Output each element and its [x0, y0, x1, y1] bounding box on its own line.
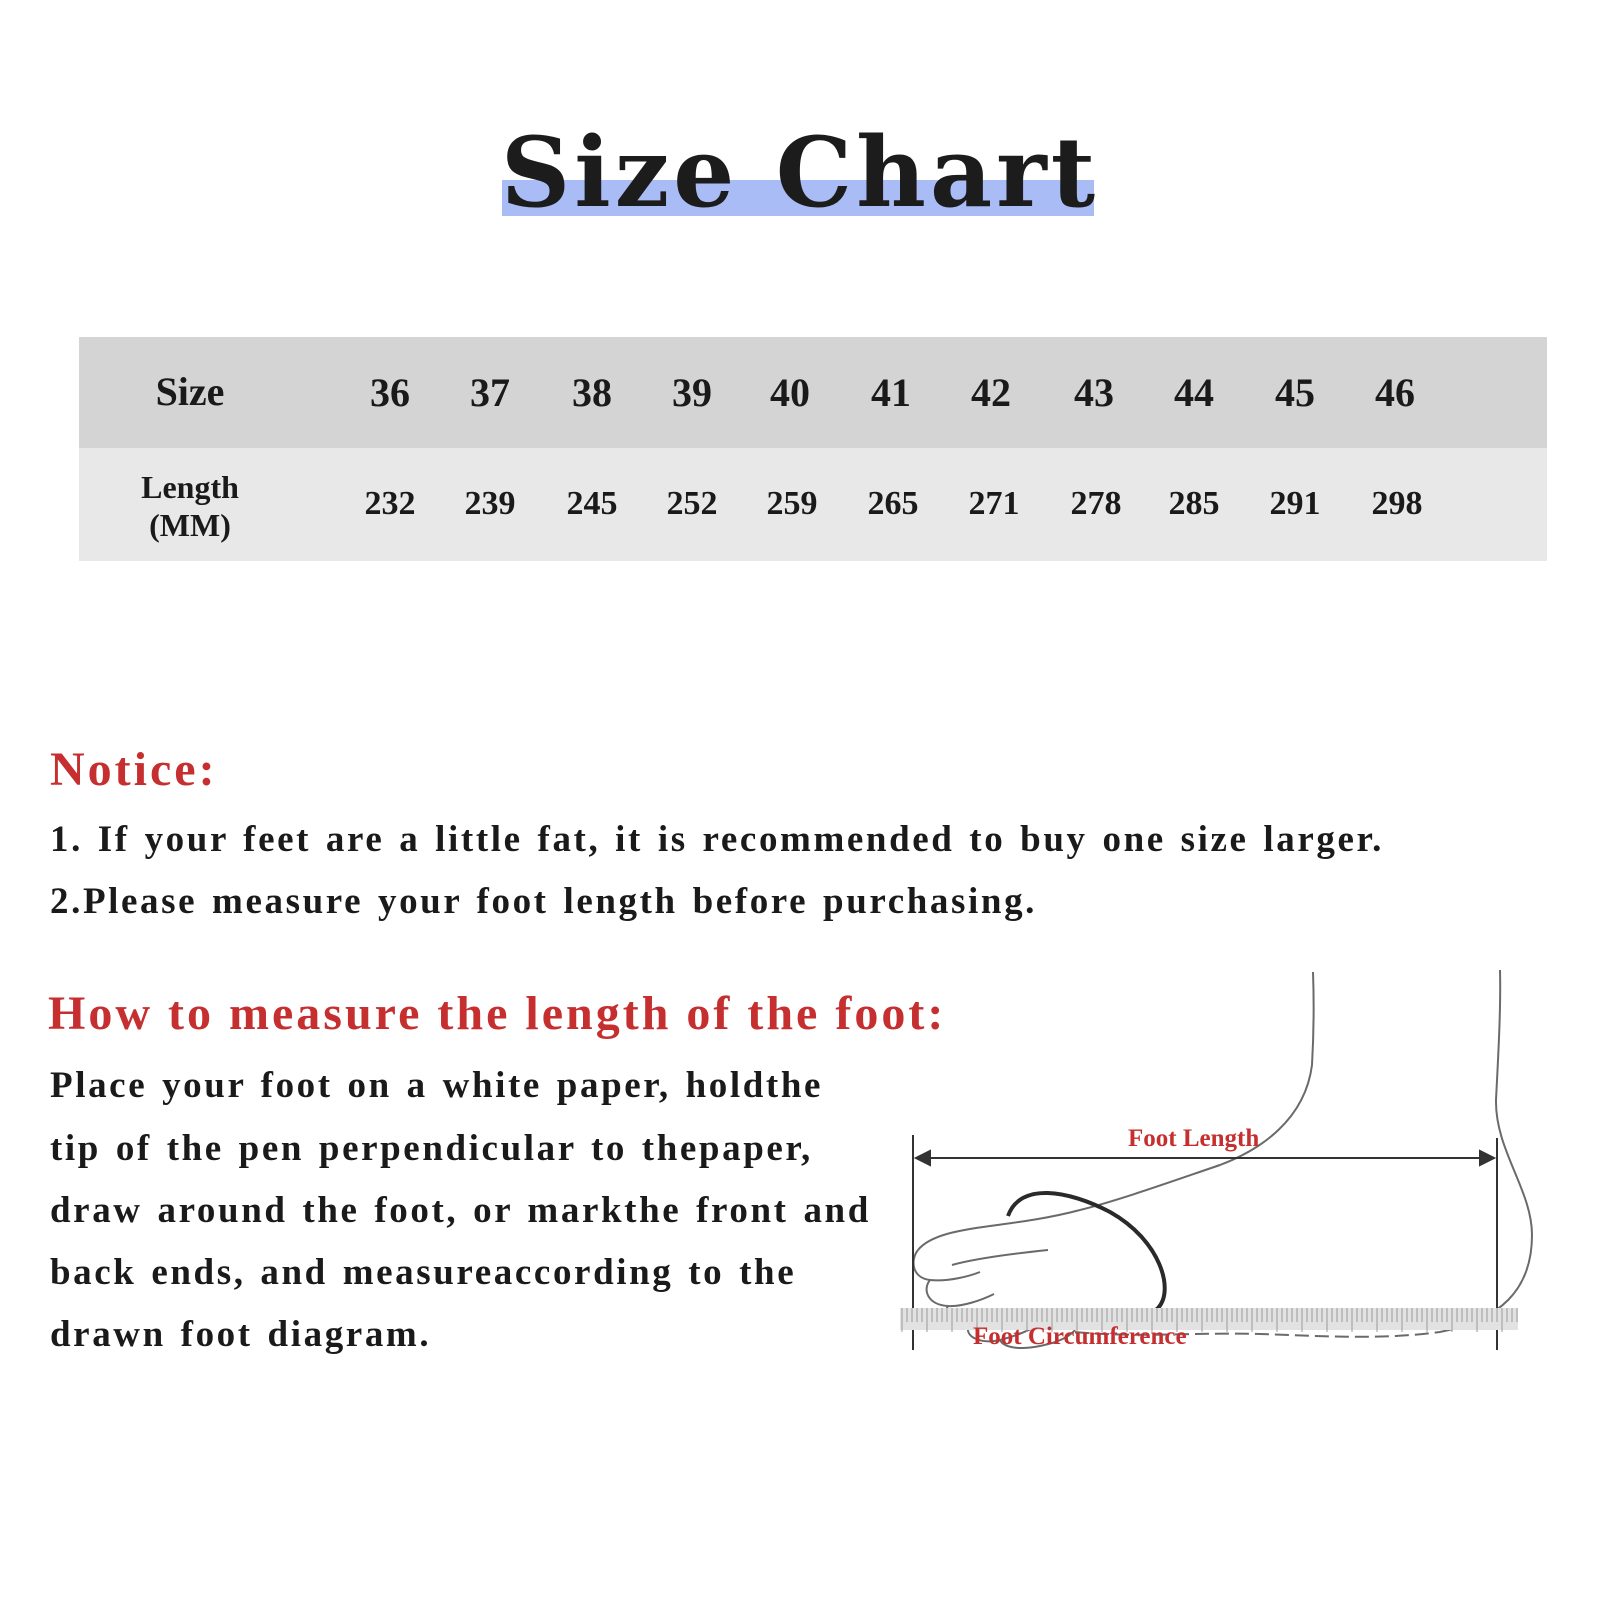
size-cell: 41: [871, 370, 911, 415]
foot-circumference-label: Foot Circumference: [973, 1323, 1187, 1350]
how-to-text-line: tip of the pen perpendicular to thepaper,: [50, 1128, 813, 1169]
size-cell: 37: [470, 370, 510, 415]
length-cell: 298: [1371, 485, 1423, 522]
size-table: [79, 337, 1547, 561]
how-to-heading: How to measure the length of the foot:: [48, 987, 947, 1040]
notice-item: 2.Please measure your foot length before purchasing.: [50, 881, 1038, 922]
size-cell: 36: [370, 370, 410, 415]
size-cell: 38: [572, 370, 612, 415]
foot-length-label: Foot Length: [1128, 1125, 1260, 1152]
length-header-line-1: Length: [141, 469, 239, 505]
notice-heading: Notice:: [50, 743, 218, 796]
size-cell: 45: [1275, 370, 1315, 415]
size-cell: 42: [971, 370, 1011, 415]
length-row-header: [115, 468, 265, 544]
length-cell: 239: [464, 485, 516, 522]
page-title: Size Chart: [500, 116, 1100, 229]
size-row-header: Size: [155, 369, 225, 414]
length-cell: 291: [1269, 485, 1321, 522]
length-cell: 245: [566, 485, 618, 522]
length-cell: 271: [968, 485, 1020, 522]
notice-item: 1. If your feet are a little fat, it is recommended to buy one size larger.: [50, 819, 1385, 860]
how-to-text-line: draw around the foot, or markthe front and: [50, 1190, 871, 1231]
length-cell: 252: [666, 485, 718, 522]
length-row: [79, 448, 1547, 561]
size-row: [79, 337, 1547, 448]
circumference-loop: [1008, 1193, 1165, 1317]
how-to-text-line: drawn foot diagram.: [50, 1314, 432, 1355]
length-header-line-2: (MM): [149, 507, 231, 543]
foot-diagram: [900, 960, 1560, 1390]
size-cell: 46: [1375, 370, 1415, 415]
length-cell: 285: [1168, 485, 1220, 522]
size-cell: 39: [672, 370, 712, 415]
length-cell: 278: [1070, 485, 1122, 522]
length-cell: 232: [364, 485, 416, 522]
size-cell: 44: [1174, 370, 1214, 415]
size-cell: 43: [1074, 370, 1114, 415]
title-block: [0, 118, 1600, 228]
length-cell: 259: [766, 485, 818, 522]
how-to-text-line: Place your foot on a white paper, holdthe: [50, 1065, 824, 1106]
how-to-text-line: back ends, and measureaccording to the: [50, 1252, 797, 1293]
size-cell: 40: [770, 370, 810, 415]
length-cell: 265: [867, 485, 919, 522]
